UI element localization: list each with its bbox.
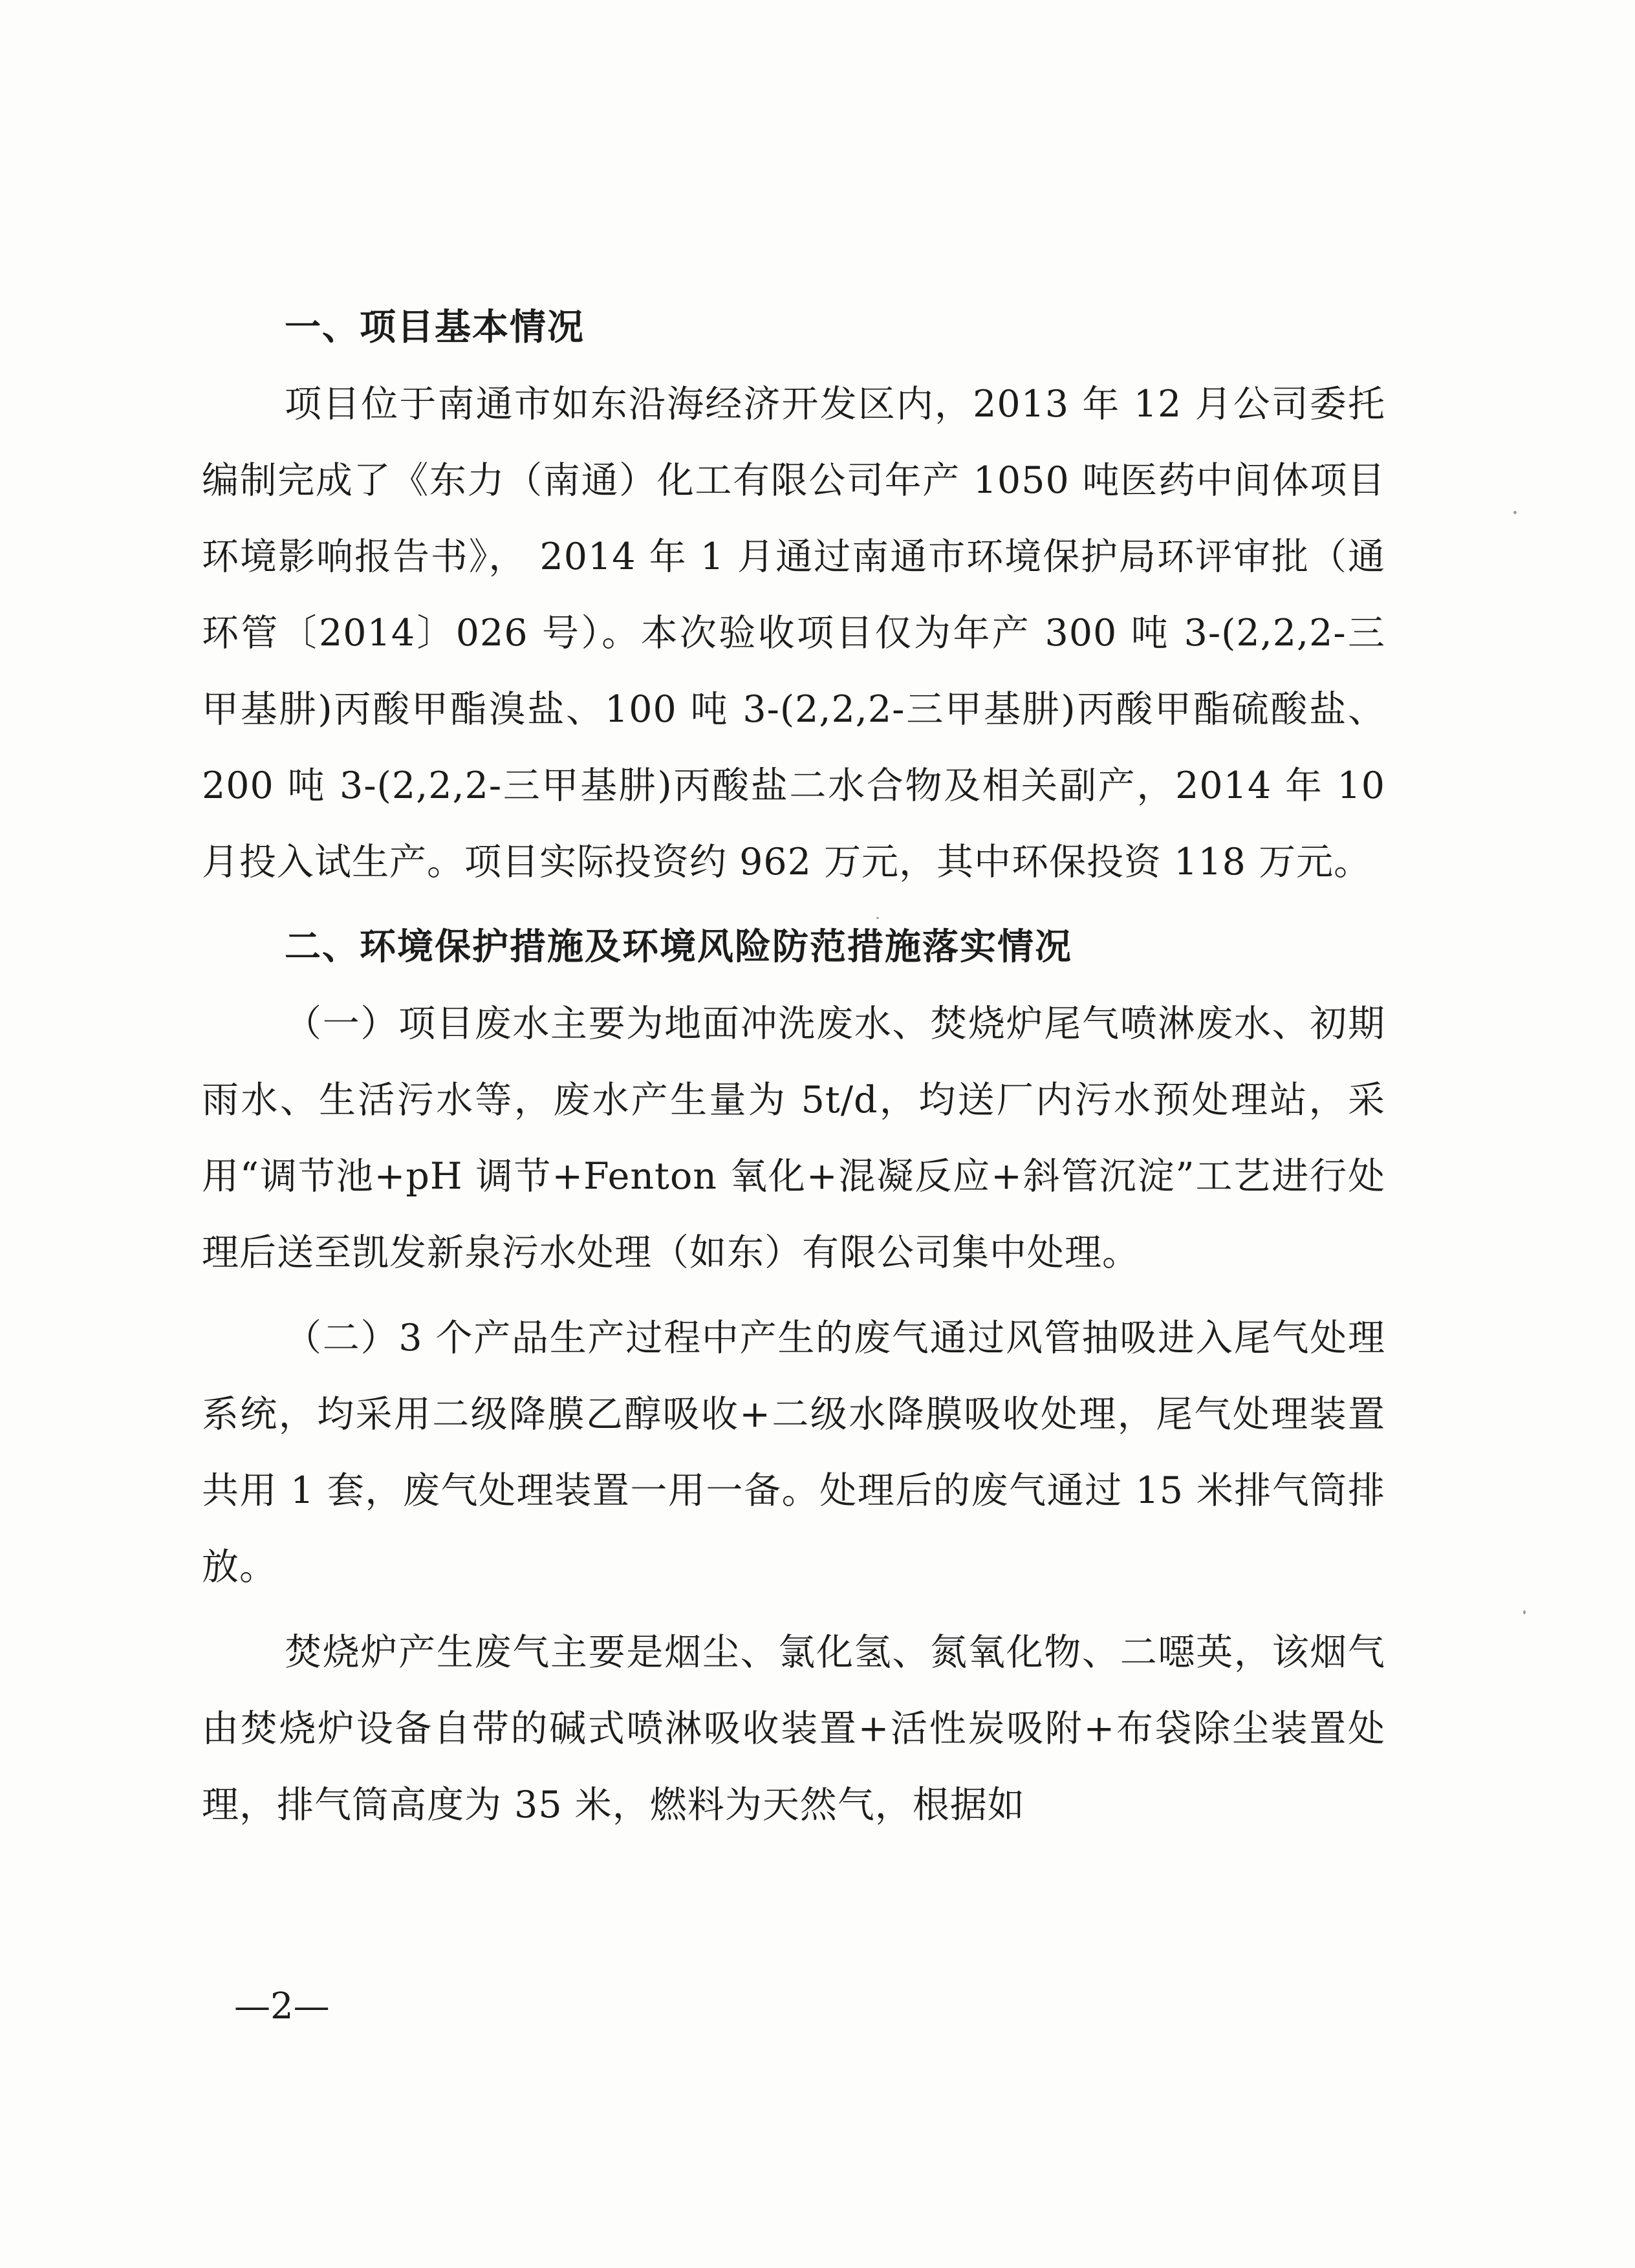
scan-speck <box>1523 1610 1526 1614</box>
scan-speck <box>876 917 879 919</box>
section-heading-environmental-measures: 二、环境保护措施及环境风险防范措施落实情况 <box>285 926 1072 968</box>
paragraph-exhaust-gas: （二）3 个产品生产过程中产生的废气通过风管抽吸进入尾气处理系统，均采用二级降膜乙醇吸收+二级水降膜吸收处理，尾气处理装置共用 1 套，废气处理装置一用一备。处理后的废气通过 15 米排气筒排放。 <box>202 1317 1385 1588</box>
paragraph-incinerator: 焚烧炉产生废气主要是烟尘、氯化氢、氮氧化物、二噁英，该烟气由焚烧炉设备自带的碱式喷淋吸收装置+活性炭吸附+布袋除尘装置处理，排气筒高度为 35 米，燃料为天然气，根据如 <box>202 1631 1385 1826</box>
scan-speck <box>1513 511 1517 514</box>
paragraph-project-info: 项目位于南通市如东沿海经济开发区内，2013 年 12 月公司委托编制完成了《东力（南通）化工有限公司年产 1050 吨医药中间体项目环境影响报告书》， 2014 年 1 月通过南通市环境保护局环评审批（通环管〔2014〕026 号）。本次验收项目仅为年产 300 吨 3-(2,2,2-三甲基肼)丙酸甲酯溴盐、100 吨 3-(2,2,2-三甲基肼)丙酸甲酯硫酸盐、200 吨 3-(2,2,2-三甲基肼)丙酸盐二水合物及相关副产，2014 年 10 月投入试生产。项目实际投资约 962 万元，其中环保投资 118 万元。 <box>202 383 1385 883</box>
document-body <box>202 290 1385 1843</box>
section-heading-project-info: 一、项目基本情况 <box>285 307 585 349</box>
paragraph-wastewater: （一）项目废水主要为地面冲洗废水、焚烧炉尾气喷淋废水、初期雨水、生活污水等，废水产生量为 5t/d，均送厂内污水预处理站，采用“调节池+pH 调节+Fenton 氧化+混凝反应+斜管沉淀”工艺进行处理后送至凯发新泉污水处理（如东）有限公司集中处理。 <box>202 1002 1385 1274</box>
page-number: —2— <box>234 1985 330 2027</box>
